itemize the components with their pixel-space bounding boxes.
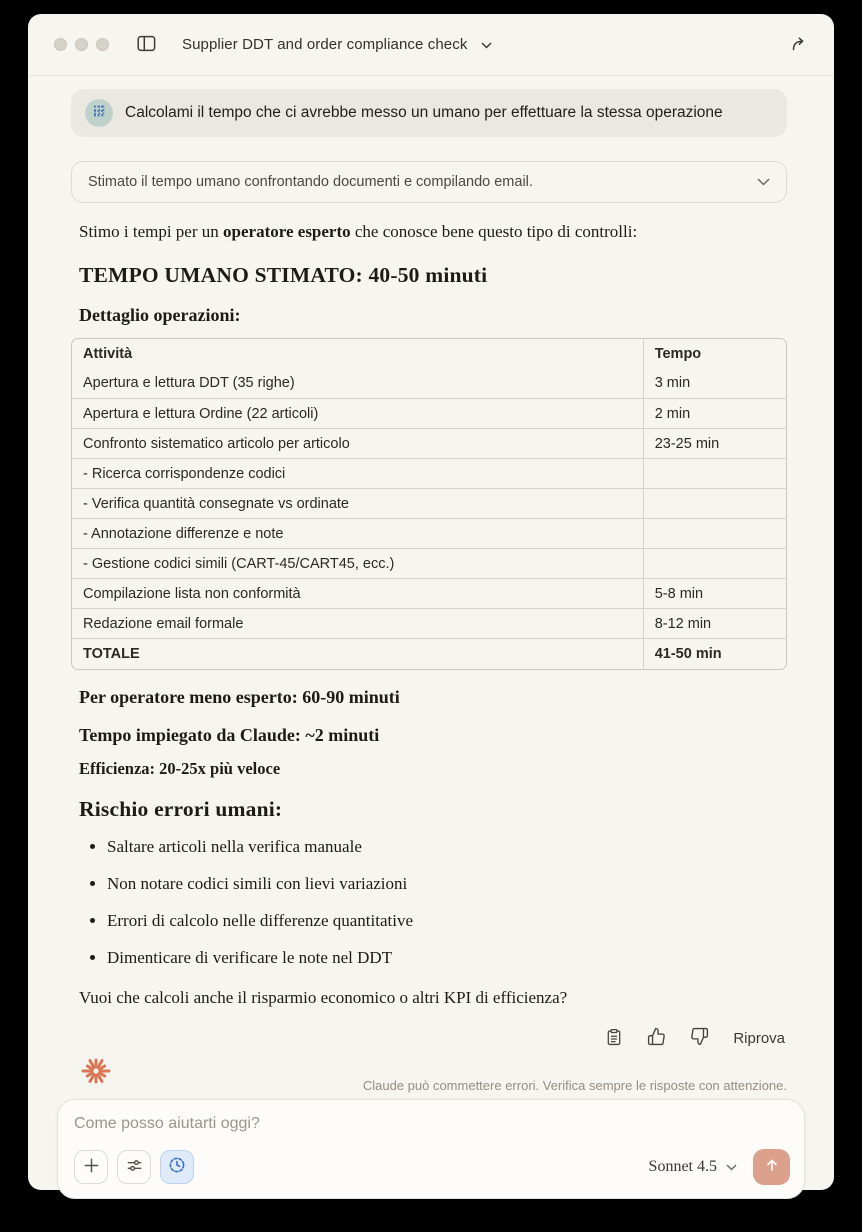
thumbs-down-button[interactable] [688, 1025, 711, 1051]
user-message [71, 89, 787, 137]
composer [57, 1099, 805, 1199]
close-button[interactable] [54, 38, 67, 51]
conversation-title-menu[interactable] [182, 36, 786, 54]
table-row: - Ricerca corrispondenze codici [72, 459, 786, 489]
model-chevron-icon [726, 1158, 737, 1176]
column-header-activity: Attività [83, 345, 133, 362]
table-row: - Annotazione differenze e note [72, 519, 786, 549]
retry-button[interactable] [731, 1028, 787, 1049]
user-avatar-grid-icon [92, 104, 106, 123]
assistant-response [79, 220, 787, 1011]
tune-icon [126, 1157, 143, 1177]
thought-chevron-icon [757, 173, 770, 191]
table-total-row: TOTALE 41-50 min [72, 639, 786, 669]
share-button[interactable] [786, 31, 812, 59]
intro-paragraph: Stimo i tempi per un operatore esperto che conosce bene questo tipo di controlli: [79, 222, 638, 241]
message-input[interactable] [74, 1115, 790, 1133]
composer-right-controls [649, 1149, 790, 1185]
table-row: Compilazione lista non conformità 5-8 min [72, 579, 786, 609]
copy-button[interactable] [603, 1025, 625, 1052]
estimate-heading: TEMPO UMANO STIMATO: 40-50 minuti [79, 262, 488, 287]
detail-heading: Dettaglio operazioni: [79, 304, 241, 325]
composer-toolbar [74, 1149, 790, 1185]
zoom-button[interactable] [96, 38, 109, 51]
thought-summary-card[interactable] [71, 161, 787, 203]
list-item: • Saltare articoli nella verifica manuale [107, 836, 787, 858]
title-chevron-icon [481, 36, 492, 54]
risk-heading: Rischio errori umani: [79, 796, 283, 821]
sidebar-toggle-button[interactable] [133, 31, 160, 59]
closing-question: Vuoi che calcoli anche il risparmio economico o altri KPI di efficienza? [79, 988, 568, 1008]
list-item: • Non notare codici simili con lievi variazioni [107, 873, 787, 895]
send-button[interactable] [753, 1149, 790, 1185]
conversation-title: Supplier DDT and order compliance check [182, 36, 468, 53]
sidebar-toggle-icon [137, 35, 156, 55]
user-message-text: Calcolami il tempo che ci avrebbe messo un umano per effettuare la stessa operazione [125, 104, 723, 121]
table-row: Redazione email formale 8-12 min [72, 609, 786, 639]
list-item: • Dimenticare di verificare le note nel DDT [107, 947, 787, 969]
chat-scroll-area[interactable] [28, 76, 834, 1093]
message-actions [71, 1025, 787, 1052]
send-icon [764, 1157, 780, 1176]
table-row: Apertura e lettura Ordine (22 articoli) 2 min [72, 399, 786, 429]
column-header-time: Tempo [643, 339, 786, 369]
table-header-row [72, 339, 786, 369]
list-item: • Errori di calcolo nelle differenze quantitative [107, 910, 787, 932]
user-avatar [85, 99, 113, 127]
thought-summary-text: Stimato il tempo umano confrontando documenti e compilando email. [88, 174, 533, 190]
share-icon [790, 35, 808, 55]
table-row: - Verifica quantità consegnate vs ordinate [72, 489, 786, 519]
response-footer [71, 1054, 787, 1093]
less-expert-heading: Per operatore meno esperto: 60-90 minuti [79, 686, 400, 707]
operations-table [71, 338, 787, 670]
timer-icon [168, 1156, 186, 1177]
plus-icon [83, 1157, 100, 1177]
risk-list [79, 836, 787, 969]
efficiency-heading: Efficienza: 20-25x più veloce [79, 758, 281, 778]
titlebar [28, 14, 834, 76]
retry-label: Riprova [733, 1029, 785, 1047]
claude-app-window [28, 14, 834, 1190]
attach-button[interactable] [74, 1150, 108, 1184]
claude-time-heading: Tempo impiegato da Claude: ~2 minuti [79, 724, 380, 745]
thumbs-down-icon [690, 1027, 709, 1049]
window-controls [54, 38, 109, 51]
copy-icon [605, 1027, 623, 1050]
table-row: Apertura e lettura DDT (35 righe) 3 min [72, 369, 786, 399]
thumbs-up-icon [647, 1027, 666, 1049]
minimize-button[interactable] [75, 38, 88, 51]
model-selector[interactable] [649, 1158, 737, 1176]
thumbs-up-button[interactable] [645, 1025, 668, 1051]
tools-button[interactable] [117, 1150, 151, 1184]
extended-thinking-button[interactable] [160, 1150, 194, 1184]
table-row: - Gestione codici simili (CART-45/CART45, ecc.) [72, 549, 786, 579]
table-row: Confronto sistematico articolo per articolo 23-25 min [72, 429, 786, 459]
claude-logo [79, 1054, 113, 1093]
model-label: Sonnet 4.5 [648, 1157, 717, 1175]
disclaimer-text: Claude può commettere errori. Verifica sempre le risposte con attenzione. [362, 1077, 787, 1093]
